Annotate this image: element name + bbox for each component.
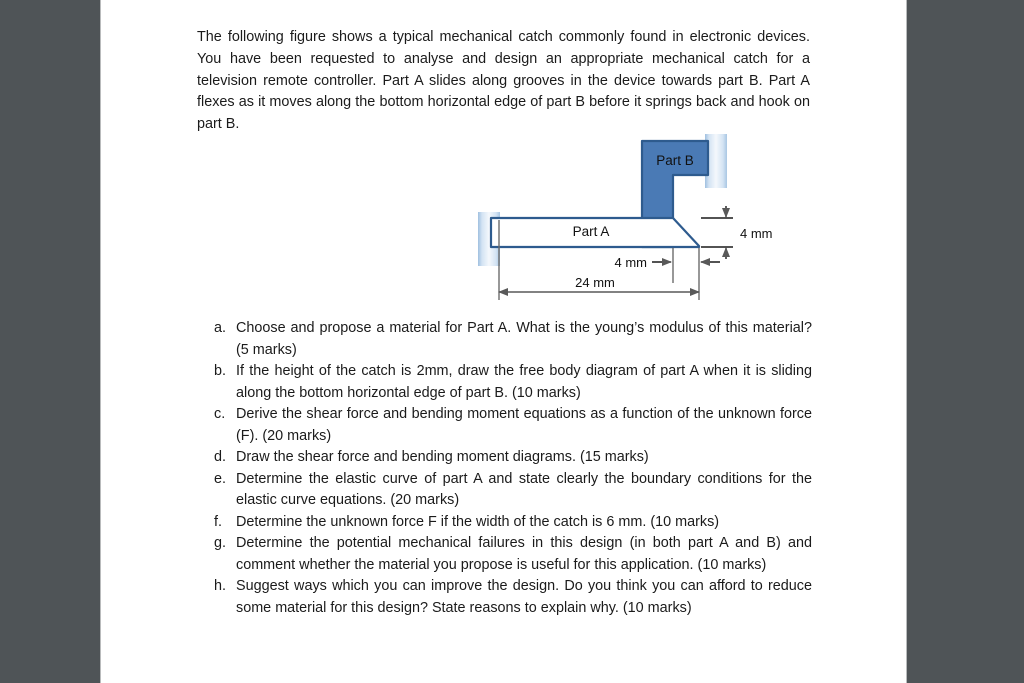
question-marker-d: d. (214, 449, 227, 465)
question-item-e (214, 469, 812, 512)
question-item-g (214, 533, 812, 576)
question-text-c: Derive the shear force and bending moment equations as a function of the unknown force (F). (20 marks) (236, 406, 812, 444)
question-text-g: Determine the potential mechanical failures in this design (in both part A and B) and comment whether the material you propose is useful for this application. (10 marks) (236, 535, 812, 573)
mechanical-catch-figure (101, 128, 906, 308)
question-text-e: Determine the elastic curve of part A and state clearly the boundary conditions for the elastic curve equations. (20 marks) (236, 470, 812, 508)
question-item-h (214, 576, 812, 619)
question-item-b (214, 361, 812, 404)
dim-height-label: 4 mm (740, 226, 773, 241)
catch-diagram-svg (101, 128, 906, 308)
question-text-h: Suggest ways which you can improve the design. Do you think you can afford to reduce some material for this design? State reasons to explain why. (10 marks) (236, 578, 812, 616)
question-marker-c: c. (214, 406, 226, 422)
question-list (214, 318, 812, 619)
part-a-label: Part A (572, 224, 610, 239)
left-background-band (0, 0, 101, 683)
intro-paragraph: The following figure shows a typical mechanical catch commonly found in electronic devices. You have been requested to analyse and design an appropriate mechanical catch for a television remote controller. Part A slides along grooves in the device towards part B. Part A flexes as it moves along the bottom horizontal edge of part B before it springs back and hook on part B. (197, 29, 810, 132)
question-text-f: Determine the unknown force F if the width of the catch is 6 mm. (10 marks) (236, 513, 720, 530)
part-b-label: Part B (656, 153, 694, 168)
question-marker-g: g. (214, 535, 227, 551)
question-item-a (214, 318, 812, 361)
question-marker-a: a. (214, 320, 227, 336)
question-marker-e: e. (214, 470, 227, 487)
question-text-a: Choose and propose a material for Part A. What is the young’s modulus of this material? (5 marks) (236, 320, 812, 358)
right-background-band (906, 0, 1024, 683)
question-marker-f: f. (214, 513, 222, 530)
question-marker-b: b. (214, 363, 227, 379)
dim-catch-label: 4 mm (614, 255, 647, 270)
question-text-d: Draw the shear force and bending moment diagrams. (15 marks) (236, 449, 649, 465)
question-item-d (214, 447, 812, 469)
question-text-b: If the height of the catch is 2mm, draw the free body diagram of part A when it is sliding along the bottom horizontal edge of part B. (10 marks) (236, 363, 812, 401)
document-page (101, 0, 906, 683)
dim-length-label: 24 mm (575, 275, 615, 290)
question-marker-h: h. (214, 578, 227, 594)
question-item-f (214, 512, 812, 534)
question-item-c (214, 404, 812, 447)
